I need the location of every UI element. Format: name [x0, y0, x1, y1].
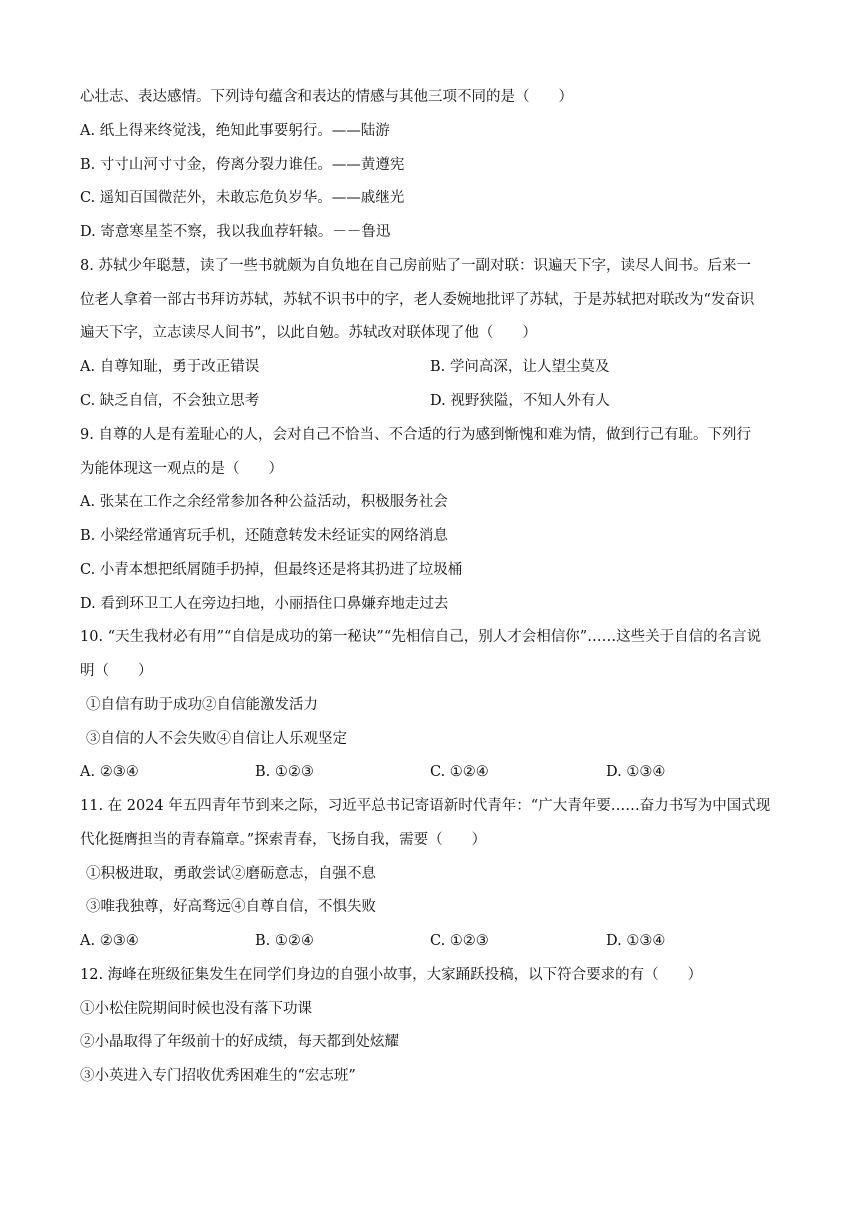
q8-stem-line-1: 8. 苏轼少年聪慧，读了一些书就颇为自负地在自己房前贴了一副对联：识遍天下字，读尽人间书。后来一: [80, 258, 751, 274]
q7-option-d: D. 寄意寒星荃不察，我以我血荐轩辕。－－鲁迅: [80, 224, 391, 240]
q11-stem-line-2: 代化挺膺担当的青春篇章。”探索青春，飞扬自我，需要（ ）: [80, 832, 487, 848]
q11-option-d: D. ①③④: [606, 933, 666, 949]
q10-option-c: C. ①②④: [430, 764, 489, 780]
q8-option-b: B. 学问高深，让人望尘莫及: [430, 359, 610, 375]
q10-items-line-2: ③自信的人不会失败④自信让人乐观坚定: [86, 731, 347, 747]
q7-option-c: C. 遥知百国微茫外，未敢忘危负岁华。——戚继光: [80, 190, 405, 206]
q9-option-c: C. 小青本想把纸屑随手扔掉，但最终还是将其扔进了垃圾桶: [80, 562, 463, 578]
q9-stem-line-2: 为能体现这一观点的是（ ）: [80, 461, 283, 477]
q12-item-1: ①小松住院期间时候也没有落下功课: [80, 1001, 312, 1017]
q9-stem-line-1: 9. 自尊的人是有羞耻心的人，会对自己不恰当、不合适的行为感到惭愧和难为情，做到行己有耻。下列行: [80, 427, 751, 443]
q12-item-3: ③小英进入专门招收优秀困难生的“宏志班”: [80, 1068, 356, 1084]
q9-option-d: D. 看到环卫工人在旁边扫地，小丽捂住口鼻嫌弃地走过去: [80, 596, 449, 612]
q9-option-b: B. 小梁经常通宵玩手机，还随意转发未经证实的网络消息: [80, 528, 448, 544]
q11-option-c: C. ①②③: [430, 933, 489, 949]
q11-items-line-2: ③唯我独尊，好高骛远④自尊自信，不惧失败: [86, 899, 376, 915]
q10-option-d: D. ①③④: [606, 764, 666, 780]
q11-option-b: B. ①②④: [255, 933, 314, 949]
q9-option-a: A. 张某在工作之余经常参加各种公益活动，积极服务社会: [80, 494, 448, 510]
q7-option-a: A. 纸上得来终觉浅，绝知此事要躬行。——陆游: [80, 123, 390, 139]
q10-stem-line-1: 10. “天生我材必有用”“自信是成功的第一秘诀”“先相信自己，别人才会相信你”……这些关于自信的名言说: [80, 629, 762, 645]
q8-option-c: C. 缺乏自信，不会独立思考: [80, 393, 260, 409]
q12-item-2: ②小晶取得了年级前十的好成绩，每天都到处炫耀: [80, 1034, 399, 1050]
q10-stem-line-2: 明（ ）: [80, 663, 153, 679]
q10-option-a: A. ②③④: [80, 764, 139, 780]
q11-option-a: A. ②③④: [80, 933, 139, 949]
q8-stem-line-2: 位老人拿着一部古书拜访苏轼，苏轼不识书中的字，老人委婉地批评了苏轼，于是苏轼把对联改为“发奋识: [80, 292, 755, 308]
q7-stem-line: 心壮志、表达感情。下列诗句蕴含和表达的情感与其他三项不同的是（ ）: [80, 89, 573, 105]
q10-option-b: B. ①②③: [255, 764, 314, 780]
q11-stem-line-1: 11. 在 2024 年五四青年节到来之际，习近平总书记寄语新时代青年：“广大青年要……奋力书写为中国式现: [80, 798, 771, 814]
q11-items-line-1: ①积极进取，勇敢尝试②磨砺意志，自强不息: [86, 866, 376, 882]
q8-stem-line-3: 遍天下字，立志读尽人间书”，以此自勉。苏轼改对联体现了他（ ）: [80, 325, 537, 341]
q8-option-a: A. 自尊知耻，勇于改正错误: [80, 359, 260, 375]
q10-items-line-1: ①自信有助于成功②自信能激发活力: [86, 697, 318, 713]
q12-stem: 12. 海峰在班级征集发生在同学们身边的自强小故事，大家踊跃投稿，以下符合要求的有（ ）: [80, 967, 703, 983]
q8-option-d: D. 视野狭隘，不知人外有人: [430, 393, 610, 409]
q7-option-b: B. 寸寸山河寸寸金，侉离分裂力谁任。——黄遵宪: [80, 157, 405, 173]
